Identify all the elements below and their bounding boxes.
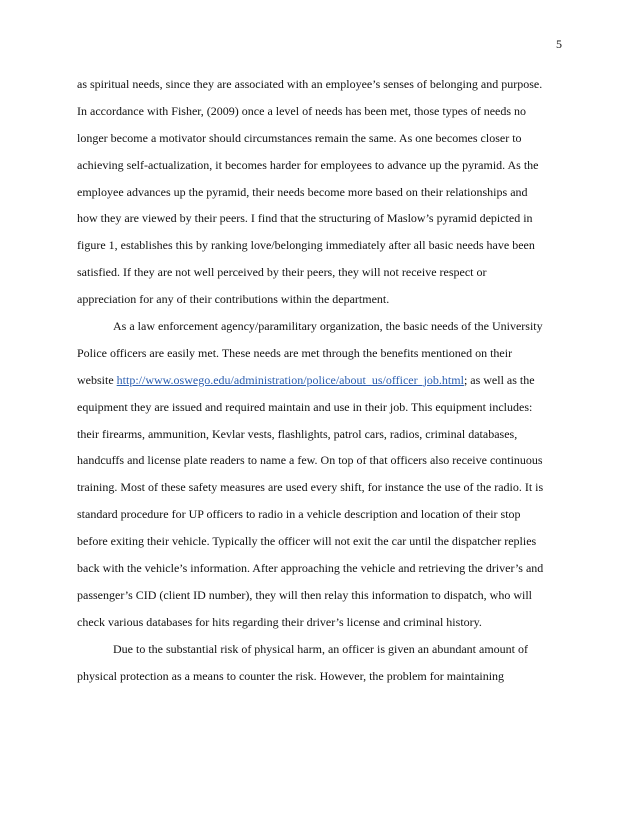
officer-job-link[interactable]: http://www.oswego.edu/administration/police/about_us/officer_job.html (116, 372, 464, 387)
text-line: Police officers are easily met. These needs are met through the benefits mentioned on their (77, 345, 513, 360)
text-line: passenger’s CID (client ID number), they will then relay this information to dispatch, who will (77, 587, 533, 602)
text-line: In accordance with Fisher, (2009) once a level of needs has been met, those types of needs no (77, 103, 527, 118)
page-number: 5 (556, 37, 562, 51)
text-line: physical protection as a means to counter the risk. However, the problem for maintaining (77, 668, 505, 683)
text-line: standard procedure for UP officers to radio in a vehicle description and location of their stop (77, 507, 521, 522)
text-line: employee advances up the pyramid, their needs become more based on their relationships and (77, 184, 528, 199)
text-line: as spiritual needs, since they are associated with an employee’s senses of belonging and purpose. (77, 77, 543, 91)
text-line: training. Most of these safety measures are used every shift, for instance the use of the radio. It is (77, 480, 544, 495)
paragraph-start-line: Due to the substantial risk of physical harm, an officer is given an abundant amount of (113, 641, 529, 656)
text-line: check various databases for hits regarding their driver’s license and criminal history. (77, 614, 482, 629)
text-line: achieving self-actualization, it becomes harder for employees to advance up the pyramid. As the (77, 157, 539, 172)
paragraph-start-line: As a law enforcement agency/paramilitary organization, the basic needs of the University (113, 319, 543, 334)
text-line: appreciation for any of their contributions within the department. (77, 292, 390, 307)
text-line: longer become a motivator should circumstances remain the same. As one becomes closer to (77, 130, 522, 145)
text-line: how they are viewed by their peers. I find that the structuring of Maslow’s pyramid depicted in (77, 211, 533, 226)
text-line: their firearms, ammunition, Kevlar vests, flashlights, patrol cars, radios, criminal databases, (77, 426, 518, 441)
link-prefix-text: website (77, 372, 117, 387)
text-line: before exiting their vehicle. Typically the officer will not exit the car until the dispatcher replies (77, 534, 537, 549)
text-line: equipment they are issued and required maintain and use in their job. This equipment includes: (77, 399, 533, 414)
text-line: figure 1, establishes this by ranking love/belonging immediately after all basic needs have been (77, 238, 535, 253)
text-line: handcuffs and license plate readers to name a few. On top of that officers also receive continuous (77, 453, 543, 468)
document-body (77, 71, 563, 689)
link-suffix-text: ; as well as the (463, 372, 535, 387)
text-line: satisfied. If they are not well perceived by their peers, they will not receive respect or (77, 265, 487, 280)
text-line: back with the vehicle’s information. After approaching the vehicle and retrieving the driver’s and (77, 561, 544, 576)
text-line-with-link (77, 367, 563, 394)
